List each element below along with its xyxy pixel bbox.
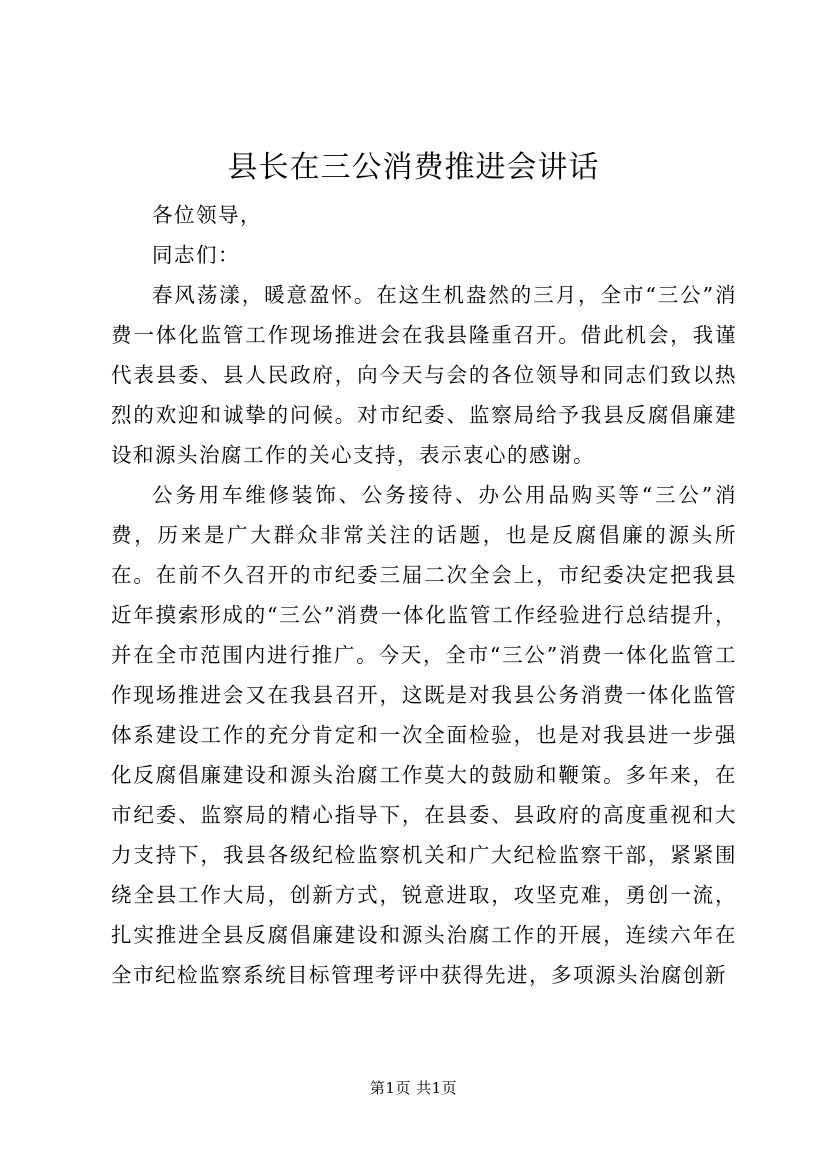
document-title: 县长在三公消费推进会讲话 — [227, 150, 600, 185]
paragraph-welcome: 春风荡漾，暖意盈怀。在这生机盎然的三月，全市“三公”消费一体化监管工作现场推进会在我县隆重召开。借此机会，我谨代表县委、县人民政府，向今天与会的各位领导和同志们致以热烈的欢迎和诚挚的问候。对市纪委、监察局给予我县反腐倡廉建设和源头治腐工作的关心支持，表示衷心的感谢。 — [111, 283, 737, 467]
salutation-leaders: 各位领导， — [152, 203, 262, 227]
document-body — [111, 195, 737, 995]
page-footer: 第1页 共1页 — [369, 1079, 458, 1097]
salutation-comrades: 同志们： — [152, 243, 240, 267]
paragraph-consumption: 公务用车维修装饰、公务接待、办公用品购买等“三公”消费，历来是广大群众非常关注的话题，也是反腐倡廉的源头所在。在前不久召开的市纪委三届二次全会上，市纪委决定把我县近年摸索形成的“三公”消费一体化监管工作经验进行总结提升，并在全市范围内进行推广。今天，全市“三公”消费一体化监管工作现场推进会又在我县召开，这既是对我县公务消费一体化监管体系建设工作的充分肯定和一次全面检验，也是对我县进一步强化反腐倡廉建设和源头治腐工作莫大的鼓励和鞭策。多年来，在市纪委、监察局的精心指导下，在县委、县政府的高度重视和大力支持下，我县各级纪检监察机关和广大纪检监察干部，紧紧围绕全县工作大局，创新方式，锐意进取，攻坚克难，勇创一流，扎实推进全县反腐倡廉建设和源头治腐工作的开展，连续六年在全市纪检监察系统目标管理考评中获得先进，多项源头治腐创新 — [111, 483, 737, 987]
